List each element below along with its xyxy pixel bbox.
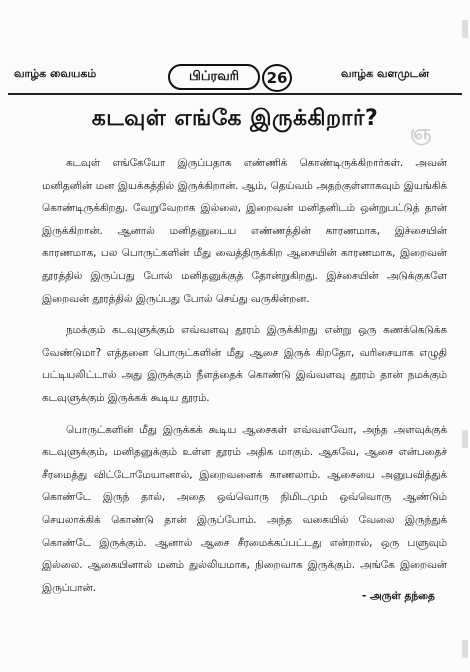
header-left-greeting: வாழ்க வையகம்: [14, 67, 97, 80]
day-number: 26: [262, 64, 292, 92]
article-body: [42, 152, 447, 608]
header-rule: [8, 93, 462, 95]
paragraph: பொருட்களின் மீது இருக்கக் கூடிய ஆசைகள் எவ்வளவோ, அந்த அளவுக்குக் கடவுளுக்கும், மனிதனுக்கும் உள்ள தூரம் அதிக மாகும். ஆகவே, ஆசை என்பதைச் சீரமைத்து விட்டோமேயானால், இறைவனைக் காணலாம். ஆசையை அனுபவித்துக் கொண்டே இருந் தால், அதை ஒவ்வொரு நிமிடமும் ஒவ்வொரு ஆண்டும் செயலாக்கிக் கொண்டு தான் இருப்போம். அந்த வகையில் வேலை இருந்துக் கொண்டே இருக்கும். ஆனால் ஆசை சீரமைக்கப்பட்டது என்றால், ஒரு பளுவும் இல்லை. ஆகையினால் மனம் துல்லியமாக, நிறைவாக இருக்கும். அங்கே இறைவன் இருப்பான்.: [42, 423, 447, 594]
page-edge-mark: [462, 640, 468, 658]
author-signature: - அருள் தந்தை: [362, 590, 435, 602]
page-edge-mark: [462, 20, 468, 38]
paragraph: நமக்கும் கடவுளுக்கும் எவ்வளவு தூரம் இருக்கிறது என்று ஒரு கணக்கெடுக்க வேண்டுமா? எத்தனை பொருட்களின் மீது ஆசை இருக் கிறதோ, வரிசையாக எழுதி பட்டியலிட்டால் அது இருக்கும் நீளத்தைக் கொண்டு இவ்வளவு தூரம் தான் நமக்கும் கடவுளுக்கும் இருக்கக் கூடிய தூரம்.: [42, 324, 447, 404]
paragraph: கடவுள் எங்கேயோ இருப்பதாக எண்ணிக் கொண்டிருக்கிறார்கள். அவன் மனிதனின் மன இயக்கத்தில் இருக்கிறான். ஆம், தெய்வம் அதற்குள்ளாகவும் இயங்கிக் கொண்டிருக்கிறது. வேறுவேறாக இல்லை, இறைவன் மனிதனிடம் ஒன்றுபட்டுத் தான் இருக்கிறான். ஆனால் மனிதனுடைய எண்ணத்தின் காரணமாக, இச்சையின் காரணமாக, பல பொருட்களின் மீது வைத்திருக்கிற ஆசையின் காரணமாக, இறைவன் தூரத்தில் இருப்பது போல் மனிதனுக்குத் தோன்றுகிறது. இச்சையின் அடுக்குகளே இறைவன் தூரத்தில் இருப்பது போல் செய்து வருகின்றன.: [42, 157, 447, 305]
month-label: பிப்ரவரி: [168, 64, 260, 90]
header-right-greeting: வாழ்க வளமுடன்: [341, 67, 430, 80]
page-title: கடவுள் எங்கே இருக்கிறார்?: [91, 106, 379, 131]
bleed-through-mark: ஞ: [410, 120, 432, 144]
page-edge-mark: [462, 430, 468, 448]
